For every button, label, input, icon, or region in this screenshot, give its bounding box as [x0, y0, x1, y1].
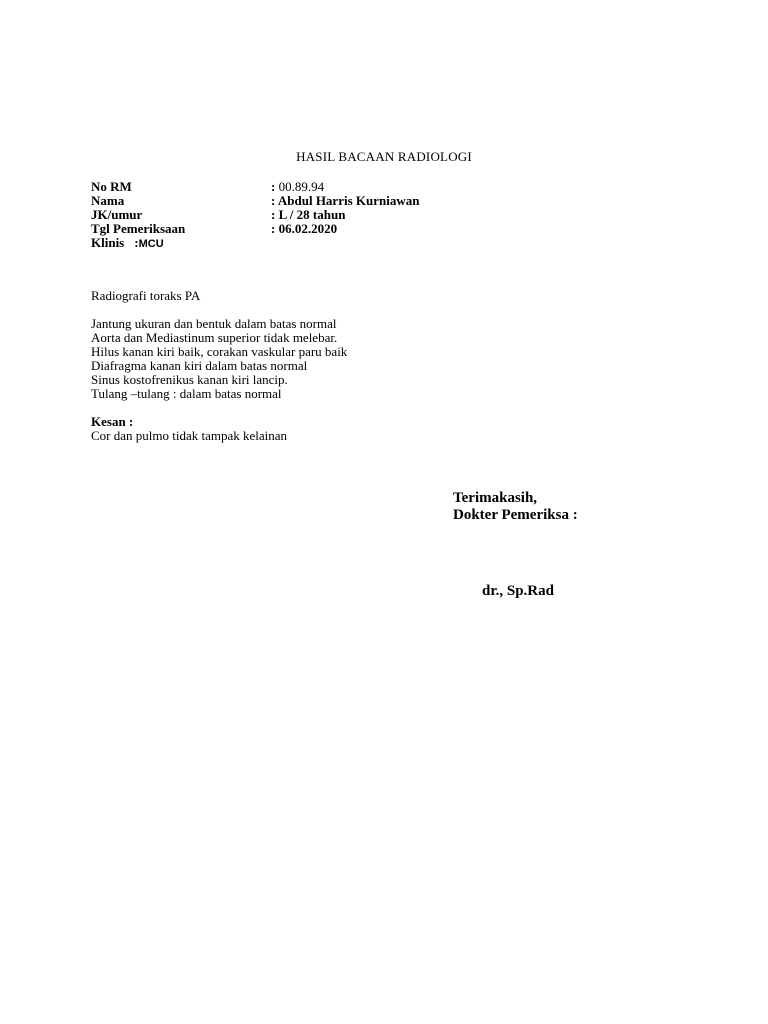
- closing-doctor-label: Dokter Pemeriksa :: [453, 507, 578, 523]
- tgl-pemeriksaan-value-wrap: [271, 222, 337, 236]
- nama-value-wrap: [271, 194, 419, 208]
- nama-colon: :: [271, 193, 276, 208]
- klinis-value: MCU: [138, 238, 164, 250]
- nama-value: Abdul Harris Kurniawan: [275, 193, 420, 208]
- finding-line: Diafragma kanan kiri dalam batas normal: [91, 358, 308, 373]
- closing-thanks: Terimakasih,: [453, 490, 538, 506]
- klinis-separator: :: [134, 235, 139, 250]
- info-row-klinis: [91, 236, 164, 251]
- info-row-tgl-pemeriksaan: [91, 221, 338, 236]
- jk-umur-value: L / 28 tahun: [275, 207, 346, 222]
- findings-list: [91, 317, 347, 401]
- tgl-pemeriksaan-colon: :: [271, 221, 276, 236]
- finding-line: Jantung ukuran dan bentuk dalam batas normal: [91, 316, 337, 331]
- klinis-label: Klinis: [91, 235, 125, 250]
- patient-info: [91, 179, 420, 251]
- doctor-signature: dr., Sp.Rad: [482, 583, 554, 599]
- jk-umur-colon: :: [271, 207, 276, 222]
- tgl-pemeriksaan-label: Tgl Pemeriksaan: [91, 221, 186, 236]
- jk-umur-label: JK/umur: [91, 207, 143, 222]
- finding-line: Aorta dan Mediastinum superior tidak melebar.: [91, 330, 338, 345]
- info-row-nama: [91, 193, 420, 208]
- page-title: HASIL BACAAN RADIOLOGI: [296, 149, 472, 164]
- no-rm-colon: :: [271, 179, 276, 194]
- no-rm-label: No RM: [91, 179, 132, 194]
- no-rm-value: 00.89.94: [275, 179, 325, 194]
- finding-line: Hilus kanan kiri baik, corakan vaskular paru baik: [91, 344, 348, 359]
- finding-line: Sinus kostofrenikus kanan kiri lancip.: [91, 372, 288, 387]
- jk-umur-value-wrap: [271, 208, 345, 222]
- nama-label: Nama: [91, 193, 125, 208]
- finding-line: Tulang –tulang : dalam batas normal: [91, 386, 282, 401]
- kesan-text: Cor dan pulmo tidak tampak kelainan: [91, 428, 288, 443]
- info-row-jk-umur: [91, 207, 346, 222]
- exam-title: Radiografi toraks PA: [91, 288, 201, 303]
- closing-block: [453, 490, 578, 524]
- tgl-pemeriksaan-value: 06.02.2020: [275, 221, 338, 236]
- info-row-no-rm: [91, 179, 325, 194]
- kesan-label: Kesan :: [91, 414, 134, 429]
- no-rm-value-wrap: [271, 180, 324, 194]
